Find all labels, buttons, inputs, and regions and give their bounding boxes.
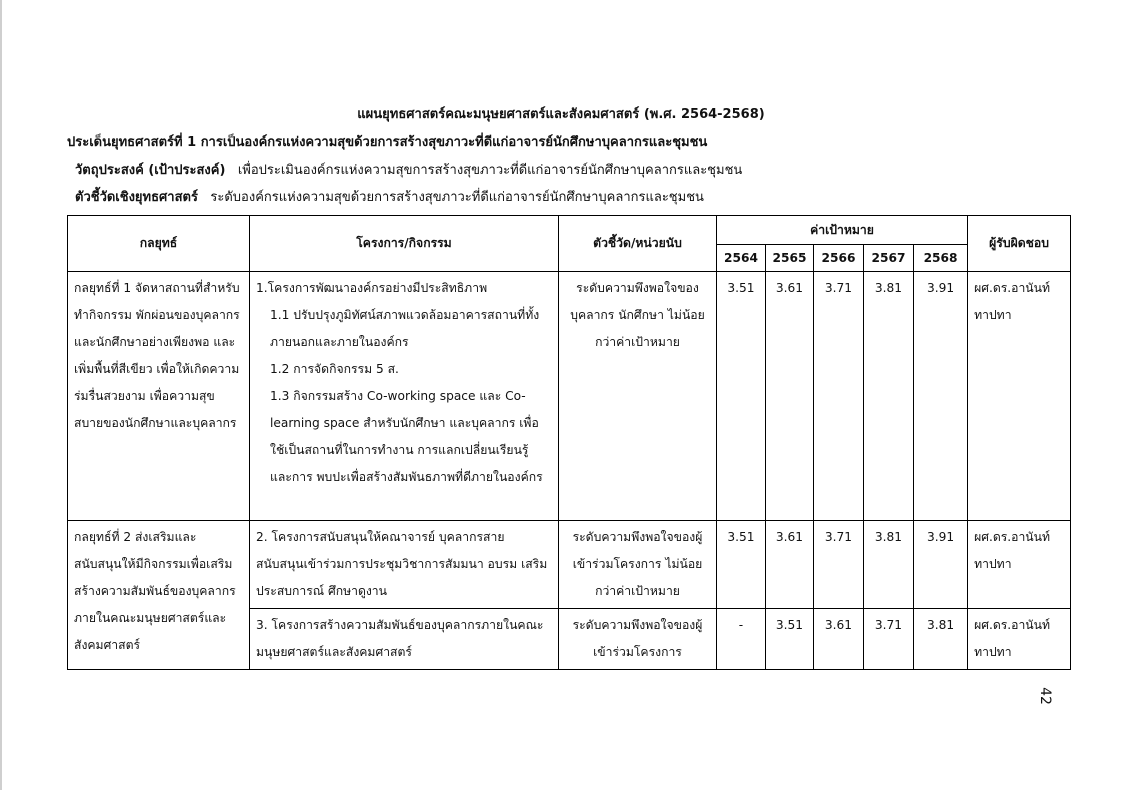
target-value: -	[717, 609, 766, 670]
target-value: 3.51	[717, 272, 766, 521]
strategy-cell: กลยุทธ์ที่ 2 ส่งเสริมและสนับสนุนให้มีกิจกรรมเพื่อเสริมสร้างความสัมพันธ์ของบุคลากร ภายในคณะมนุษยศาสตร์และสังคมศาสตร์	[68, 521, 250, 670]
header-responsible: ผู้รับผิดชอบ	[968, 216, 1071, 272]
target-value: 3.71	[814, 272, 864, 521]
target-value: 3.71	[864, 609, 914, 670]
header-indicator: ตัวชี้วัด/หน่วยนับ	[559, 216, 717, 272]
target-value: 3.91	[914, 521, 968, 609]
objective-text: เพื่อประเมินองค์กรแห่งความสุขการสร้างสุขภาวะที่ดีแก่อาจารย์นักศึกษาบุคลากรและชุมชน	[237, 163, 743, 178]
target-value: 3.81	[914, 609, 968, 670]
target-value: 3.61	[766, 521, 814, 609]
activity-item: 1.2 การจัดกิจกรรม 5 ส.	[270, 362, 399, 376]
responsible-cell: ผศ.ดร.อานันท์ ทาปทา	[968, 521, 1071, 609]
page-number: 42	[1036, 687, 1053, 705]
document-title: แผนยุทธศาสตร์คณะมนุษยศาสตร์และสังคมศาสตร์ (พ.ศ. 2564-2568)	[357, 107, 765, 122]
project-cell: 3. โครงการสร้างความสัมพันธ์ของบุคลากรภายในคณะมนุษยศาสตร์และสังคมศาสตร์	[250, 609, 559, 670]
objective-label: วัตถุประสงค์ (เป้าประสงค์)	[75, 163, 226, 178]
indicator-cell: ระดับความพึงพอใจของผู้เข้าร่วมโครงการ ไม่น้อยกว่าค่าเป้าหมาย	[559, 521, 717, 609]
project-cell	[250, 272, 559, 521]
target-value: 3.71	[814, 521, 864, 609]
activity-item: 1.3 กิจกรรมสร้าง Co-working space และ Co-learning space สำหรับนักศึกษา และบุคลากร เพื่อใช้เป็นสถานที่ในการทำงาน การแลกเปลี่ยนเรียนรู้ และการ พบปะเพื่อสร้างสัมพันธภาพที่ดีภายในองค์กร	[270, 389, 543, 484]
strategy-cell: กลยุทธ์ที่ 1 จัดหาสถานที่สำหรับทำกิจกรรม พักผ่อนของบุคลากร และนักศึกษาอย่างเพียงพอ และเพิ่มพื้นที่สีเขียว เพื่อให้เกิดความร่มรื่นสวยงาม เพื่อความสุขสบายของนักศึกษาและบุคลากร	[68, 272, 250, 521]
strategic-issue: ประเด็นยุทธศาสตร์ที่ 1 การเป็นองค์กรแห่งความสุขด้วยการสร้างสุขภาวะที่ดีแก่อาจารย์นักศึกษาบุคลากรและชุมชน	[67, 135, 708, 150]
header-target: ค่าเป้าหมาย	[717, 216, 968, 245]
strategy-table	[67, 215, 1071, 670]
target-value: 3.61	[766, 272, 814, 521]
objective-line	[75, 162, 742, 180]
header-strategy: กลยุทธ์	[68, 216, 250, 272]
indicator-text: ระดับองค์กรแห่งความสุขด้วยการสร้างสุขภาวะที่ดีแก่อาจารย์นักศึกษาบุคลากรและชุมชน	[210, 190, 704, 205]
indicator-cell: ระดับความพึงพอใจของบุคลากร นักศึกษา ไม่น้อยกว่าค่าเป้าหมาย	[559, 272, 717, 521]
header-year: 2568	[914, 245, 968, 272]
responsible-cell: ผศ.ดร.อานันท์ ทาปทา	[968, 272, 1071, 521]
activity-item: 1.1 ปรับปรุงภูมิทัศน์สภาพแวดล้อมอาคารสถานที่ทั้งภายนอกและภายในองค์กร	[270, 308, 540, 349]
responsible-cell: ผศ.ดร.อานันท์ ทาปทา	[968, 609, 1071, 670]
header-year: 2567	[864, 245, 914, 272]
header-project: โครงการ/กิจกรรม	[250, 216, 559, 272]
target-value: 3.51	[717, 521, 766, 609]
project-cell: 2. โครงการสนับสนุนให้คณาจารย์ บุคลากรสายสนับสนุนเข้าร่วมการประชุมวิชาการสัมมนา อบรม เสริมประสบการณ์ ศึกษาดูงาน	[250, 521, 559, 609]
indicator-cell: ระดับความพึงพอใจของผู้เข้าร่วมโครงการ	[559, 609, 717, 670]
indicator-line	[75, 189, 704, 207]
table-row	[68, 272, 1071, 521]
target-value: 3.91	[914, 272, 968, 521]
target-value: 3.51	[766, 609, 814, 670]
header-year: 2564	[717, 245, 766, 272]
indicator-label: ตัวชี้วัดเชิงยุทธศาสตร์	[75, 190, 198, 205]
target-value: 3.81	[864, 521, 914, 609]
table-row	[68, 521, 1071, 609]
project-title: 1.โครงการพัฒนาองค์กรอย่างมีประสิทธิภาพ	[256, 281, 488, 295]
target-value: 3.81	[864, 272, 914, 521]
header-year: 2565	[766, 245, 814, 272]
header-year: 2566	[814, 245, 864, 272]
target-value: 3.61	[814, 609, 864, 670]
